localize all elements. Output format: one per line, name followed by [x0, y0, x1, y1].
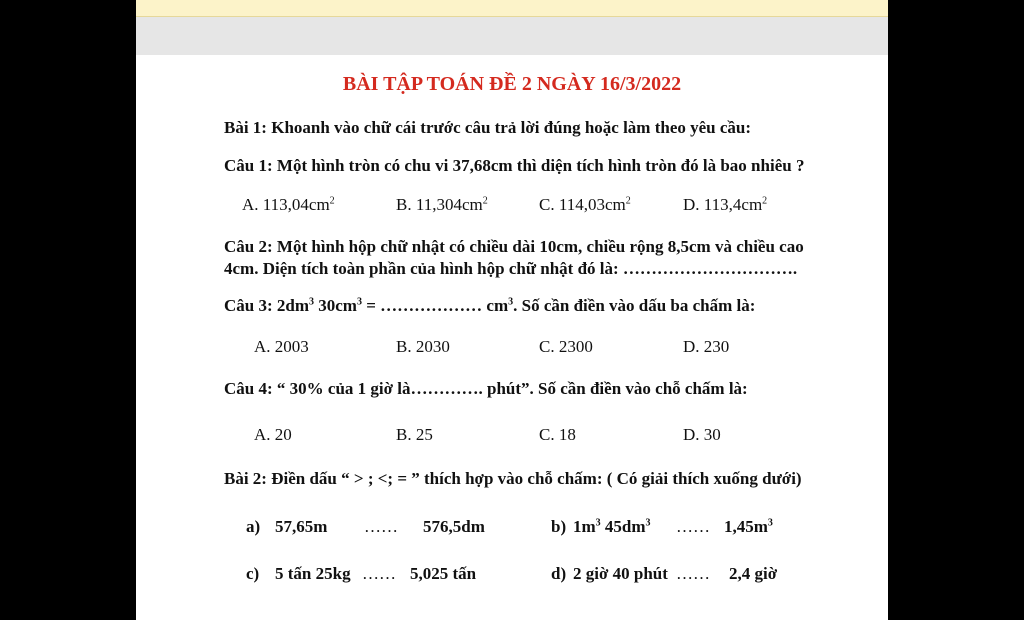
cau2-question-line1: Câu 2: Một hình hộp chữ nhật có chiều dài 10cm, chiều rộng 8,5cm và chiều cao [224, 237, 804, 256]
bai2-a-right: 576,5dm [423, 517, 485, 536]
bai2-d-left: 2 giờ 40 phút [573, 564, 668, 583]
bai2-d-dots: …… [676, 564, 710, 583]
cau3-option-b: B. 2030 [396, 337, 450, 356]
bai2-a-dots: …… [364, 517, 398, 536]
bai2-b-dots: …… [676, 517, 710, 536]
page-gap [136, 17, 888, 55]
bai1-heading: Bài 1: Khoanh vào chữ cái trước câu trả lời đúng hoặc làm theo yêu cầu: [224, 118, 752, 137]
bai2-d-label: d) [551, 564, 567, 583]
cau2-question-line2: 4cm. Diện tích toàn phần của hình hộp chữ nhật đó là: …………………………. [224, 259, 798, 278]
cau4-question: Câu 4: “ 30% của 1 giờ là…………. phút”. Số cần điền vào chỗ chấm là: [224, 379, 748, 398]
cau3-option-c: C. 2300 [539, 337, 593, 356]
bai2-heading: Bài 2: Điền dấu “ > ; <; = ” thích hợp vào chỗ chấm: ( Có giải thích xuống dưới) [224, 469, 802, 488]
bai2-b-left: $1m^3$ $45dm^3$ [573, 517, 651, 536]
bai2-b-label: b) [551, 517, 567, 536]
cau3-question: Câu 3: $2dm^3$ $30cm^3$ = ……………… $cm^3$. Số cần điền vào dấu ba chấm là: [224, 296, 756, 315]
cau3-option-a: A. 2003 [254, 337, 309, 356]
bai2-c-label: c) [246, 564, 260, 583]
cau1-option-d: D. $113,4cm^2$ [683, 195, 768, 214]
cau4-option-c: C. 18 [539, 425, 576, 444]
bai2-a-label: a) [246, 517, 261, 536]
bai2-d-right: 2,4 giờ [729, 564, 778, 583]
document-page [136, 55, 888, 620]
bai2-c-right: 5,025 tấn [410, 564, 477, 583]
previous-page-edge [136, 0, 888, 17]
cau1-question: Câu 1: Một hình tròn có chu vi 37,68cm thì diện tích hình tròn đó là bao nhiêu ? [224, 156, 805, 175]
cau3-option-d: D. 230 [683, 337, 730, 356]
cau1-option-b: B. $11,304cm^2$ [396, 195, 488, 214]
cau1-option-c: C. $114,03cm^2$ [539, 195, 631, 214]
bai2-a-left: 57,65m [275, 517, 328, 536]
cau4-option-a: A. 20 [254, 425, 292, 444]
cau4-option-b: B. 25 [396, 425, 433, 444]
cau4-option-d: D. 30 [683, 425, 721, 444]
bai2-b-right: $1,45m^3$ [724, 517, 773, 536]
page-title: BÀI TẬP TOÁN ĐỀ 2 NGÀY 16/3/2022 [342, 73, 682, 95]
bai2-c-left: 5 tấn 25kg [275, 564, 351, 583]
cau1-option-a: A. $113,04cm^2$ [242, 195, 335, 214]
document-viewer[interactable] [136, 0, 888, 620]
bai2-c-dots: …… [362, 564, 396, 583]
